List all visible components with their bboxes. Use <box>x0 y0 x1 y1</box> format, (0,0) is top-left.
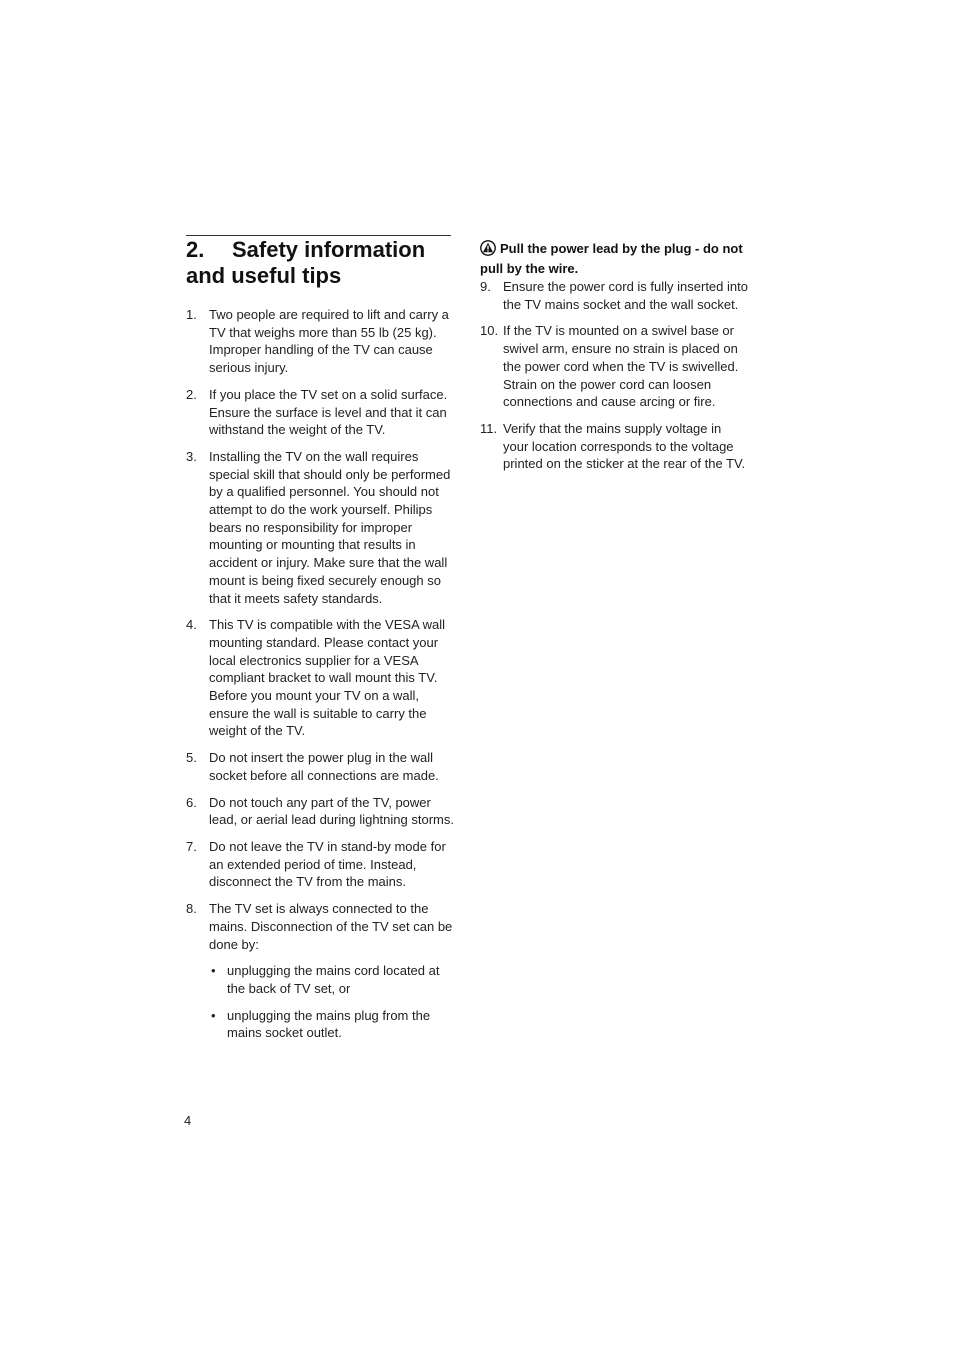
warning-icon <box>480 240 496 260</box>
list-item <box>186 386 454 439</box>
item-number: 1. <box>186 307 197 322</box>
item-text: Two people are required to lift and carry a TV that weighs more than 55 lb (25 kg). Improper handling of the TV can cause serious injury. <box>209 307 449 376</box>
list-item <box>186 900 454 1042</box>
list-item <box>186 749 454 784</box>
section-heading <box>186 237 456 289</box>
item-number: 11. <box>480 420 498 436</box>
bullet-text: unplugging the mains cord located at the back of TV set, or <box>227 963 440 996</box>
section-title-line2: and useful tips <box>186 263 342 288</box>
left-column <box>186 306 454 1051</box>
item-number: 4. <box>186 617 197 633</box>
bullet-mark: • <box>211 1007 216 1023</box>
item-text: Do not touch any part of the TV, power lead, or aerial lead during lightning storms. <box>209 794 454 828</box>
section-number: 2. <box>186 237 205 262</box>
list-item <box>480 420 748 473</box>
item-number: 10. <box>480 323 499 339</box>
page-number: 4 <box>184 1113 192 1128</box>
item-number: 8. <box>186 901 197 917</box>
item-text: This TV is compatible with the VESA wall mounting standard. Please contact your local electronics supplier for a VESA compliant bracket to wall mount this TV. Before you mount your TV on a wall, ensure the wall is suitable to carry the weight of the TV. <box>209 617 446 739</box>
right-column <box>480 278 748 482</box>
item-number: 5. <box>186 750 197 766</box>
bullet-mark: • <box>211 963 216 979</box>
disconnection-bullets <box>209 962 454 1042</box>
heading-rule <box>186 235 451 236</box>
item-number: 3. <box>186 448 197 464</box>
list-item <box>186 794 454 829</box>
warning-text: Pull the power lead by the plug - do not pull by the wire. <box>480 241 743 276</box>
section-title-line1: Safety information <box>232 237 426 262</box>
list-item <box>480 278 748 313</box>
item-text: If the TV is mounted on a swivel base or swivel arm, ensure no strain is placed on the power cord when the TV is swivelled. Strain on the power cord can loosen connections and cause arcing or fire. <box>503 323 739 410</box>
item-text: Ensure the power cord is fully inserted into the TV mains socket and the wall socket. <box>503 279 748 312</box>
item-text: Do not insert the power plug in the wall socket before all connections are made. <box>209 750 439 783</box>
bullet-text: unplugging the mains plug from the mains socket outlet. <box>227 1007 431 1041</box>
list-item <box>186 838 454 891</box>
item-number: 6. <box>186 794 197 810</box>
bullet-item <box>209 1007 454 1042</box>
list-item <box>480 322 748 411</box>
item-text: The TV set is always connected to the mains. Disconnection of the TV set can be done by: <box>209 901 453 952</box>
item-number: 2. <box>186 386 197 402</box>
item-text: Do not leave the TV in stand-by mode for an extended period of time. Instead, disconnect the TV from the mains. <box>209 838 446 890</box>
item-number: 9. <box>480 279 491 294</box>
item-text: If you place the TV set on a solid surface. Ensure the surface is level and that it can withstand the weight of the TV. <box>209 386 448 438</box>
warning-note <box>480 240 750 277</box>
item-text: Installing the TV on the wall requires special skill that should only be performed by a qualified personnel. You should not attempt to do the work yourself. Philips bears no responsibility for improper mounting or mounting that results in accident or injury. Make sure that the wall mount is being fixed securely enough so that it meets safety standards. <box>209 448 451 606</box>
bullet-item <box>209 962 454 997</box>
list-item <box>186 306 454 377</box>
item-text: Verify that the mains supply voltage in your location corresponds to the voltage printed on the sticker at the rear of the TV. <box>503 420 746 472</box>
list-item <box>186 616 454 740</box>
list-item <box>186 448 454 607</box>
item-number: 7. <box>186 838 197 854</box>
